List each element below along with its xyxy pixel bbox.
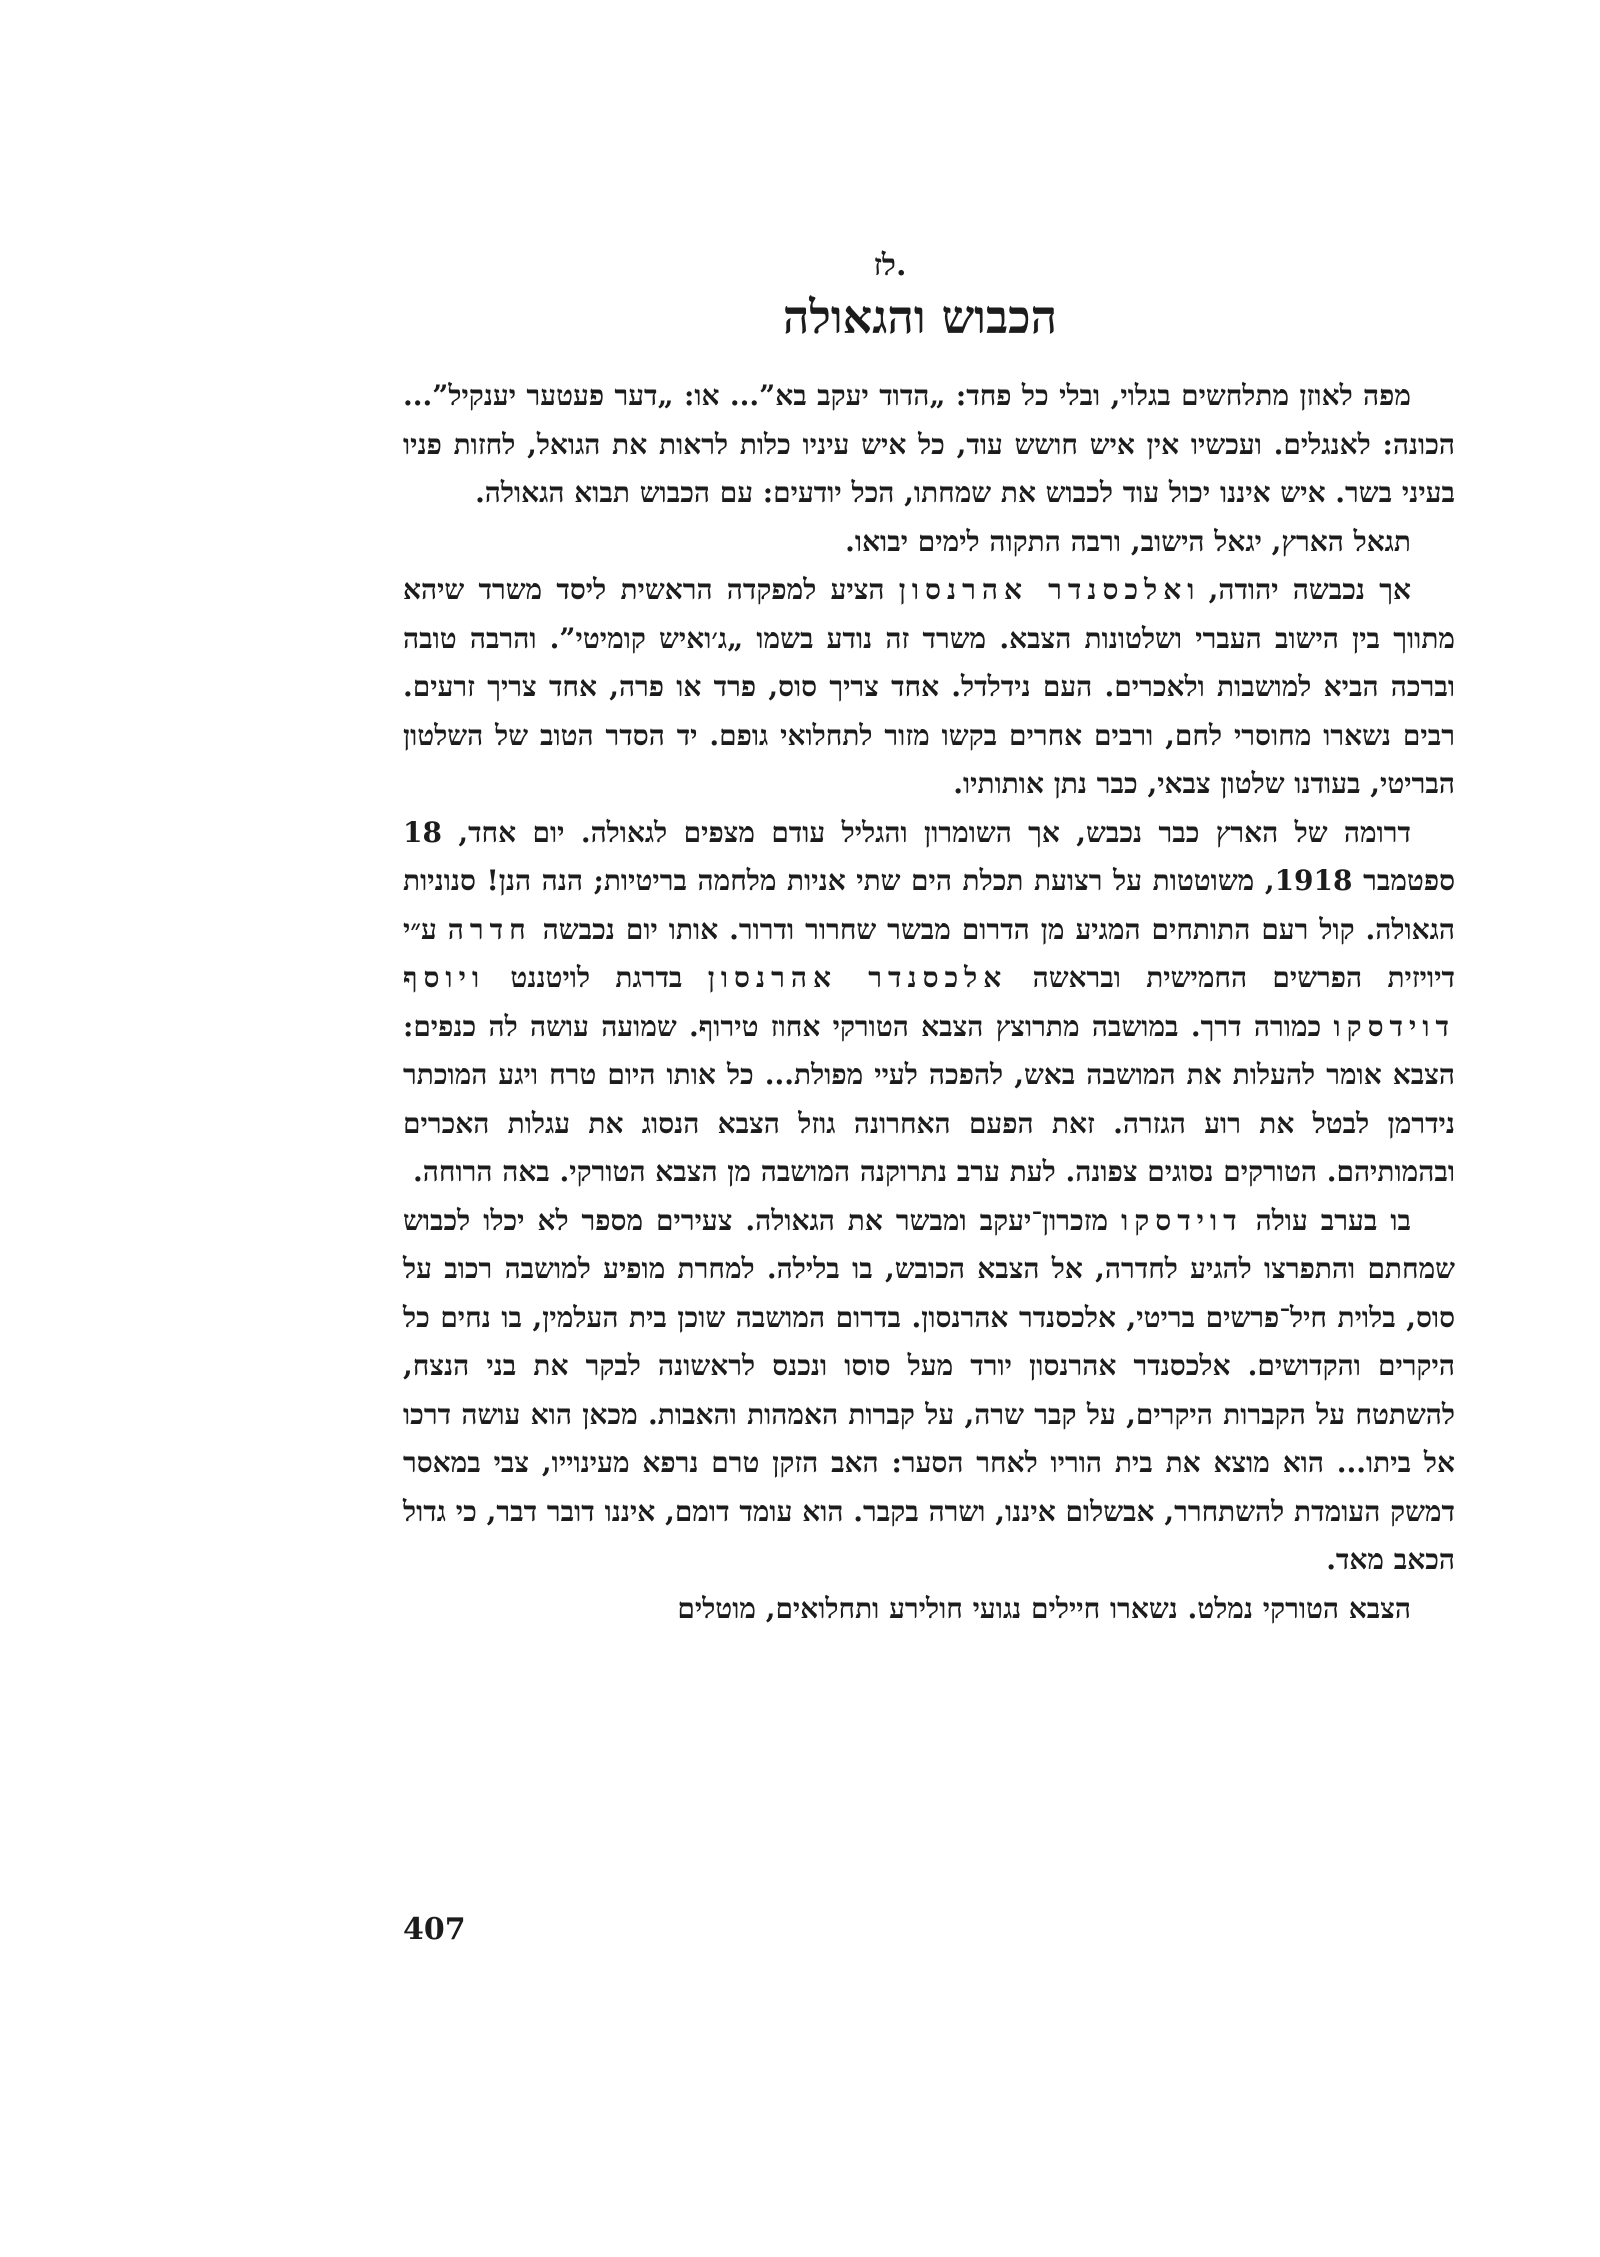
spaced-name: אלכסנדר אהרנסון bbox=[707, 961, 1008, 994]
text-segment: מזכרון־יעקב ומבשר את הגאולה. צעירים מספר לא יכלו לכבוש שמחתם והתפרצו להגיע לחדרה, אל הצבא הכובש, בו בלילה. למחרת מופיע למושבה רכוב על סוס, בלוית חיל־פרשים בריטי, אלכסנדר אהרנסון. בדרום המושבה שוכן בית העלמין, בו נחים כל היקרים והקדושים. אלכסנדר אהרנסון יורד מעל סוסו ונכנס לראשונה לבקר את בני הנצח, להשתטח על הקברות היקרים, על קבר שרה, על קברות האמהות והאבות. מכאן הוא עושה דרכו אל ביתו... הוא מוצא את בית הוריו לאחר הסער: האב הזקן טרם נרפא מעינוייו, צבי במאסר דמשק העומדת להשתחרר, אבשלום איננו, ושרה בקבר. הוא עומד דומם, איננו דובר דבר, כי גדול הכאב מאד. bbox=[403, 1203, 1455, 1576]
spaced-name: אלכסנדר אהרנסון bbox=[898, 573, 1188, 606]
text-segment: בו בערב עולה bbox=[1242, 1203, 1411, 1237]
text-segment: כמורה דרך. במושבה מתרוצץ הצבא הטורקי אחוז טירוף. שמועה עושה לה כנפים: הצבא אומר להעלות את המושבה באש, להפכה לעיי מפולת... כל אותו היום טרח ויגע המוכתר נידרמן לבטל את רוע הגזרה. זאת הפעם האחרונה גוזל הצבא הנסוג את עגלות האכרים ובהמותיהם. הטורקים נסוגים צפונה. לעת ערב נתרוקנה המושבה מן הצבא הטורקי. באה הרוחה. bbox=[403, 1009, 1455, 1188]
paragraph bbox=[403, 372, 1455, 518]
spaced-name: ויוסף דוידסקו bbox=[403, 961, 1455, 1043]
text-segment: הציע למפקדה הראשית ליסד משרד שיהא מתווך בין הישוב העברי ושלטונות הצבא. משרד זה נודע בשמו „ג׳ואיש קומיטי”. והרבה טובה וברכה הביא למושבות ולאכרים. העם נידלדל. אחד צריך סוס, פרד או פרה, אחד צריך זרעים. רבים נשארו מחוסרי לחם, ורבים אחרים בקשו מזור לתחלואי גופם. יד הסדר הטוב של השלטון הבריטי, בעודנו שלטון צבאי, כבר נתן אותותיו. bbox=[403, 573, 1455, 800]
spaced-name: חדרה bbox=[447, 912, 532, 946]
paragraph bbox=[403, 518, 1455, 567]
spaced-name: דוידסקו bbox=[1121, 1203, 1243, 1237]
paragraph bbox=[403, 566, 1455, 809]
paragraph bbox=[403, 1585, 1455, 1634]
chapter-number: לז. bbox=[873, 248, 907, 283]
text-segment: ע״י דיויזית הפרשים החמישית ובראשה bbox=[403, 912, 1455, 994]
paragraph bbox=[403, 809, 1455, 1197]
text-segment: הצבא הטורקי נמלט. נשארו חיילים נגועי חולירע ותחלואים, מוטלים bbox=[677, 1591, 1411, 1625]
text-segment: תגאל הארץ, יגאל הישוב, ורבה התקוה לימים יבואו. bbox=[845, 524, 1411, 558]
chapter-title: הכבוש והגאולה bbox=[782, 290, 1058, 344]
text-body bbox=[403, 372, 1455, 1633]
text-segment: דרומה של הארץ כבר נכבש, אך השומרון והגליל עודם מצפים לגאולה. יום אחד, 18 ספטמבר 1918, משוטטות על רצועת תכלת הים שתי אניות מלחמה בריטיות; הנה הנן! סנוניות הגאולה. קול רעם התותחים המגיע מן הדרום מבשר שחרור ודרור. אותו יום נכבשה bbox=[403, 815, 1456, 946]
text-segment: אך נכבשה יהודה, ו bbox=[1187, 573, 1411, 606]
text-segment: מפה לאוזן מתלחשים בגלוי, ובלי כל פחד: „הדוד יעקב בא”... או: „דער פעטער יענקיל”... הכונה: לאנגלים. ועכשיו אין איש חושש עוד, כל איש עיניו כלות לראות את הגואל, לחזות פניו בעיני בשר. איש איננו יכול עוד לכבוש את שמחתו, הכל יודעים: עם הכבוש תבוא הגאולה. bbox=[403, 379, 1455, 509]
page-number: 407 bbox=[403, 1912, 466, 1947]
text-segment: בדרגת לויטננט bbox=[485, 961, 708, 994]
paragraph bbox=[403, 1197, 1455, 1585]
